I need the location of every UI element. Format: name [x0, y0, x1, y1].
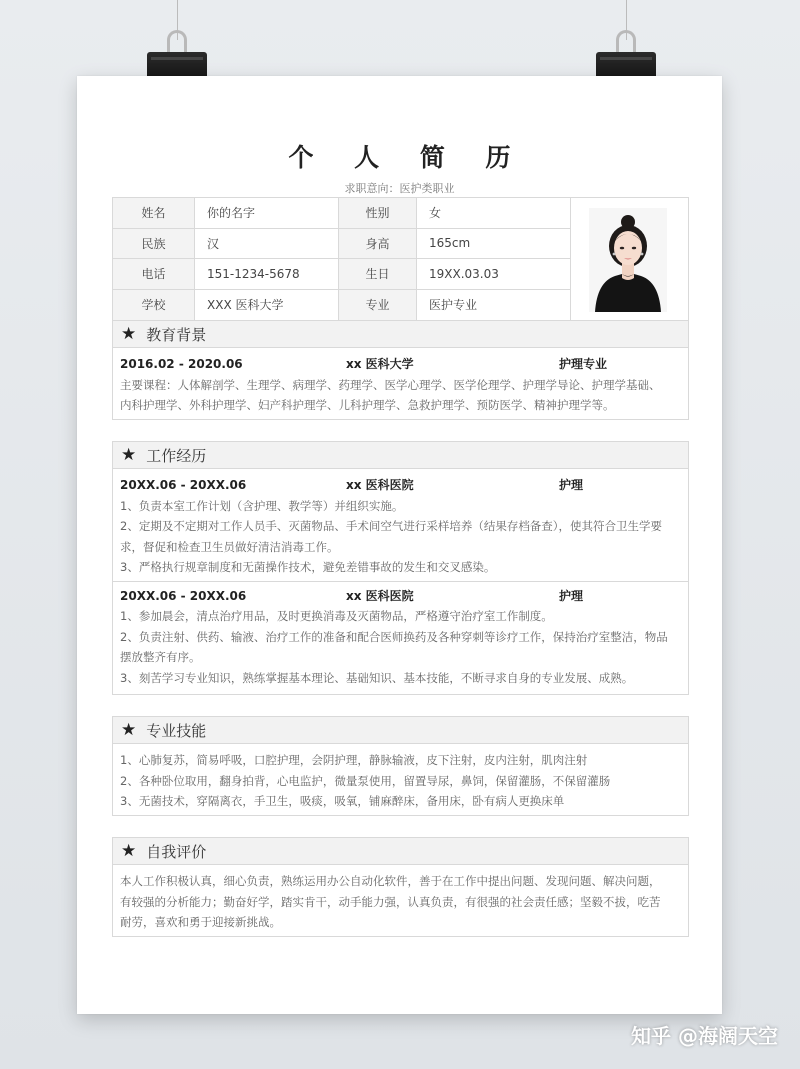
- personal-info-table: [112, 197, 689, 321]
- work-section: [112, 441, 689, 695]
- height-label: 身高: [339, 229, 417, 260]
- education-date: 2016.02 - 2020.06: [120, 357, 243, 371]
- job-duty-line: 摆放整齐有序。: [120, 650, 201, 664]
- job-duty-line: 1、参加晨会，清点治疗用品，及时更换消毒及灭菌物品，严格遵守治疗室工作制度。: [120, 609, 553, 623]
- school-label: 学校: [113, 290, 195, 321]
- phone-label: 电话: [113, 259, 195, 290]
- gender-label: 性别: [339, 198, 417, 229]
- resume-title: 个 人 简 历: [288, 143, 527, 172]
- job-duty-line: 2、负责注射、供药、输液、治疗工作的准备和配合医师换药及各种穿刺等诊疗工作，保持治疗室整洁，物品: [120, 629, 668, 644]
- job-date: 20XX.06 - 20XX.06: [120, 588, 247, 603]
- job-role: 护理: [559, 478, 584, 492]
- phone-value: 151-1234-5678: [195, 259, 339, 290]
- profile-photo: [589, 208, 667, 312]
- photo-cell: [571, 198, 689, 320]
- ethnicity-label: 民族: [113, 229, 195, 260]
- name-value: 你的名字: [195, 198, 339, 229]
- self-eval-line: 耐劳，喜欢和勇于迎接新挑战。: [120, 915, 281, 929]
- skill-line: 1、心肺复苏，简易呼吸，口腔护理，会阴护理，静脉输液，皮下注射，皮内注射，肌肉注射: [120, 753, 588, 767]
- job-date: 20XX.06 - 20XX.06: [120, 478, 247, 492]
- courses-line: 主要课程：人体解剖学、生理学、病理学、药理学、医学心理学、医学伦理学、护理学导论、护理学基础、: [120, 377, 661, 392]
- self-eval-section: [112, 837, 689, 937]
- self-eval-line: 本人工作积极认真，细心负责，熟练运用办公自动化软件，善于在工作中提出问题、发现问题、解决问题，: [120, 874, 661, 888]
- work-title: 工作经历: [146, 446, 207, 465]
- birthday-value: 19XX.03.03: [417, 259, 571, 290]
- self-eval-title: 自我评价: [146, 842, 207, 861]
- gender-value: 女: [417, 198, 571, 229]
- skills-title: 专业技能: [146, 721, 207, 740]
- star-icon: ★: [121, 324, 137, 344]
- job-duty-line: 3、刻苦学习专业知识，熟练掌握基本理论、基础知识、基本技能，不断寻求自身的专业发展、成熟。: [120, 670, 634, 685]
- job-org: xx 医科医院: [346, 478, 414, 492]
- major-value: 医护专业: [417, 290, 571, 321]
- star-icon: ★: [121, 445, 137, 465]
- self-eval-line: 有较强的分析能力；勤奋好学，踏实肯干，动手能力强，认真负责，有很强的社会责任感；坚毅不拔，吃苦: [120, 894, 661, 909]
- skills-header: [113, 717, 688, 744]
- entry-divider: [113, 581, 688, 582]
- name-label: 姓名: [113, 198, 195, 229]
- skills-section: [112, 716, 689, 816]
- birthday-label: 生日: [339, 259, 417, 290]
- ethnicity-value: 汉: [195, 229, 339, 260]
- job-duty-line: 3、严格执行规章制度和无菌操作技术，避免差错事故的发生和交叉感染。: [120, 560, 496, 574]
- education-header: [113, 321, 688, 348]
- skill-line: 2、各种卧位取用，翻身拍背，心电监护，微量泵使用，留置导尿，鼻饲，保留灌肠，不保留灌肠: [120, 773, 611, 788]
- courses-line: 内科护理学、外科护理学、妇产科护理学、儿科护理学、急救护理学、预防医学、精神护理学等。: [120, 398, 615, 412]
- education-major: 护理专业: [559, 357, 608, 371]
- education-title: 教育背景: [146, 325, 207, 344]
- job-role: 护理: [559, 588, 584, 603]
- star-icon: ★: [121, 720, 137, 740]
- star-icon: ★: [121, 841, 137, 861]
- skill-line: 3、无菌技术，穿隔离衣，手卫生，吸痰，吸氧，铺麻醉床，备用床，卧有病人更换床单: [120, 794, 565, 808]
- major-label: 专业: [339, 290, 417, 321]
- resume-paper: [77, 76, 722, 1014]
- job-duty-line: 1、负责本室工作计划（含护理、教学等）并组织实施。: [120, 498, 404, 513]
- job-duty-line: 求，督促和检查卫生员做好清洁消毒工作。: [120, 539, 339, 554]
- work-header: [113, 442, 688, 469]
- education-section: [112, 320, 689, 420]
- job-duty-line: 2、定期及不定期对工作人员手、灭菌物品、手术间空气进行采样培养（结果存档备查），使其符合卫生学要: [120, 519, 663, 533]
- job-objective: 求职意向：医护类职业: [344, 182, 455, 195]
- job-org: xx 医科医院: [346, 588, 414, 603]
- self-eval-header: [113, 838, 688, 865]
- height-value: 165cm: [417, 229, 571, 260]
- watermark: 知乎 @海阔天空: [631, 1024, 778, 1048]
- school-value: XXX 医科大学: [195, 290, 339, 321]
- education-school: xx 医科大学: [346, 357, 414, 371]
